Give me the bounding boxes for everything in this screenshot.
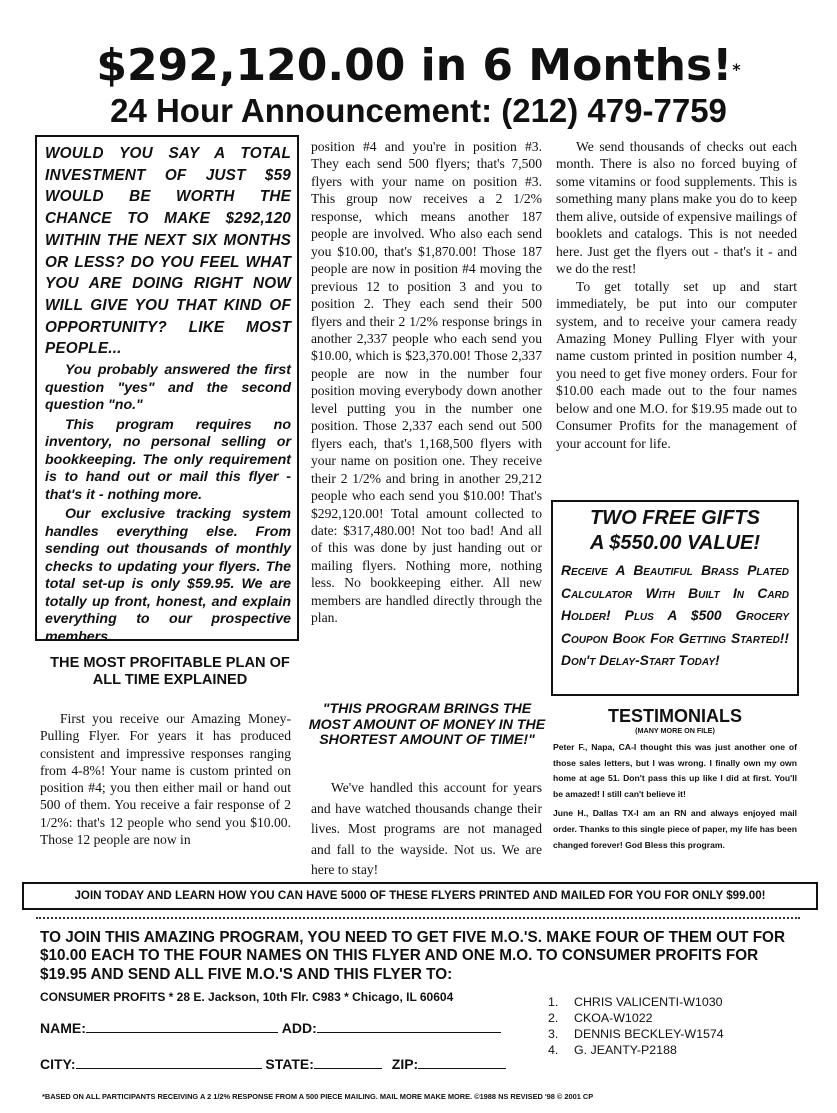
testimonials-body: [553, 740, 797, 853]
setup-text: To get totally set up and start immediately, be put into our computer system, and to receive your camera ready Amazing Money Pulling Flyer with your name custom printed in position number 4, you need to get five money orders. Four for $10.00 each made out to the four names below and one M.O. for $19.95 made out to Consumer Profits for the management of your account for life.: [556, 278, 797, 451]
city-field[interactable]: [76, 1055, 262, 1069]
address-label: ADD:: [281, 1020, 317, 1036]
plan-heading: THE MOST PROFITABLE PLAN OF ALL TIME EXPLAINED: [50, 655, 290, 688]
join-instructions: TO JOIN THIS AMAZING PROGRAM, YOU NEED TO GET FIVE M.O.'S. MAKE FOUR OF THEM OUT FOR $10.00 EACH TO THE FOUR NAMES ON THIS FLYER AND ONE M.O. TO CONSUMER PROFITS FOR $19.95 AND SEND ALL FIVE M.O.'S AND THIS FLYER TO:: [40, 929, 785, 983]
plan-body-col1: First you receive our Amazing Money-Pulling Flyer. For years it has produced consistent and impressive responses ranging from 4-8%! Your name is custom printed on position #4; you then either mail or hand out 500 of them. You receive a fair response of 2 1/2%: that's 12 people who send you $10.00. Those 12 people are now in: [40, 711, 291, 848]
name-field[interactable]: [86, 1019, 278, 1033]
join-banner: JOIN TODAY AND LEARN HOW YOU CAN HAVE 5000 OF THESE FLYERS PRINTED AND MAILED FOR YOU FOR ONLY $99.00!: [22, 882, 818, 910]
testimonials-heading: TESTIMONIALS: [608, 706, 742, 726]
question-box: [35, 135, 299, 645]
requirements-text: This program requires no inventory, no personal selling or bookkeeping. The only requirement is to hand out or mail this flyer - that's it - nothing more.: [45, 416, 291, 503]
question-answer-text: You probably answered the first question "yes" and the second question "no.": [45, 362, 291, 414]
list-item: 3. DENNIS BECKLEY-W1574: [548, 1027, 724, 1041]
headline-text: $292,120.00 in 6 Months!: [96, 40, 733, 91]
gifts-body: Receive A Beautiful Brass Plated Calculator With Built In Card Holder! Plus A $500 Grocery Coupon Book For Getting Started!! Don't Delay-Start Today!: [561, 563, 789, 668]
checks-text: We send thousands of checks out each month. There is also no forced buying of some vitamins or food supplements. This is something many plans make you do to keep them alive, outside of expensive mailings of booklets and catalogs. This is not needed here. Just get the flyers out - that's it - and we do the rest!: [556, 139, 797, 277]
announcement: 24 Hour Announcement: (212) 479-7759: [110, 92, 727, 129]
quote-heading: "THIS PROGRAM BRINGS THE MOST AMOUNT OF MONEY IN THE SHORTEST AMOUNT OF TIME!": [308, 701, 546, 749]
state-label: STATE:: [265, 1056, 314, 1072]
testimonials-subheading: (MANY MORE ON FILE): [635, 726, 715, 735]
tracking-system-text: Our exclusive tracking system handles everything else. From sending out thousands of monthly checks to updating your flyers. The total set-up is only $59.95. We are totally up front, honest, and explain everything to our prospective members.: [45, 506, 291, 645]
testimonial-1: Peter F., Napa, CA-I thought this was just another one of those sales letters, but I was wrong. I finally own my own home at age 51. Don't pass this up like I did at first. You'll be amazed! I still can't believe it!: [553, 742, 797, 799]
free-gifts-box: [551, 500, 799, 696]
address-field[interactable]: [317, 1019, 501, 1033]
question-text: WOULD YOU SAY A TOTAL INVESTMENT OF JUST $59 WOULD BE WORTH THE CHANCE TO MAKE $292,120 WITHIN THE NEXT SIX MONTHS OR LESS? DO YOU FEEL WHAT YOU ARE DOING RIGHT NOW WILL GIVE YOU THAT KIND OF OPPORTUNITY? LIKE MOST PEOPLE...: [45, 145, 291, 358]
testimonial-2: June H., Dallas TX-I am an RN and always enjoyed mail order. Thanks to this single piece of paper, my life has been changed forever! God Bless this program.: [553, 808, 797, 850]
dotted-divider: [36, 917, 800, 919]
gifts-heading-line2: A $550.00 VALUE!: [589, 532, 761, 554]
list-item: 1. CHRIS VALICENTI-W1030: [548, 995, 723, 1009]
gifts-heading-line1: TWO FREE GIFTS: [590, 507, 760, 529]
list-item: 4. G. JEANTY-P2188: [548, 1043, 677, 1057]
zip-label: ZIP:: [391, 1056, 419, 1072]
city-label: CITY:: [40, 1056, 76, 1072]
headline-asterisk: *: [732, 60, 741, 79]
footnote: *BASED ON ALL PARTICIPANTS RECEIVING A 2 1/2% RESPONSE FROM A 500 PIECE MAILING. MAIL MORE MAKE MORE. ©1988 NS REVISED '98 © 2001 CP: [42, 1092, 594, 1101]
name-label: NAME:: [40, 1020, 86, 1036]
stay-text: We've handled this account for years and have watched thousands change their lives. Most programs are not managed and fall to the wayside. Not us. We are here to stay!: [311, 780, 542, 877]
plan-body-col2: position #4 and you're in position #3. They each send 500 flyers; that's 7,500 flyers with your name on position #3. This group now receives a 2 1/2% response, which means another 187 people are involved. Who also each send you $10.00, that's $1,870.00! Those 187 people are now in position #4 moving the previous 12 to position 3 and you to position 2. They each send their 500 flyers and their 2 1/2% response brings in another 2,337 people who each send you $10.00, which is $23,370.00! Those 2,337 people are now in the number four position moving everybody down another level putting you in the number one position. Those 2,337 each send out 500 flyers each, that's 1,168,500 flyers with your name on position one. They receive their 2 1/2% and bring in another 29,212 people who each send you $10.00! That's $292,120.00! Total amount collected to date: $317,480.00! Not too bad! And all of this was done by just handing out or mailing flyers. Nothing more, nothing less. No bookkeeping either. All new members are handled directly through the plan.: [311, 139, 542, 626]
headline: [0, 38, 837, 94]
city-state-zip-row: [40, 1055, 506, 1073]
names-list: [548, 994, 808, 1058]
name-address-row: [40, 1019, 501, 1037]
mailing-address: CONSUMER PROFITS * 28 E. Jackson, 10th Flr. C983 * Chicago, IL 60604: [40, 990, 454, 1004]
state-field[interactable]: [314, 1055, 382, 1069]
plan-body-col3: [556, 138, 797, 452]
zip-field[interactable]: [418, 1055, 506, 1069]
list-item: 2. CKOA-W1022: [548, 1011, 653, 1025]
